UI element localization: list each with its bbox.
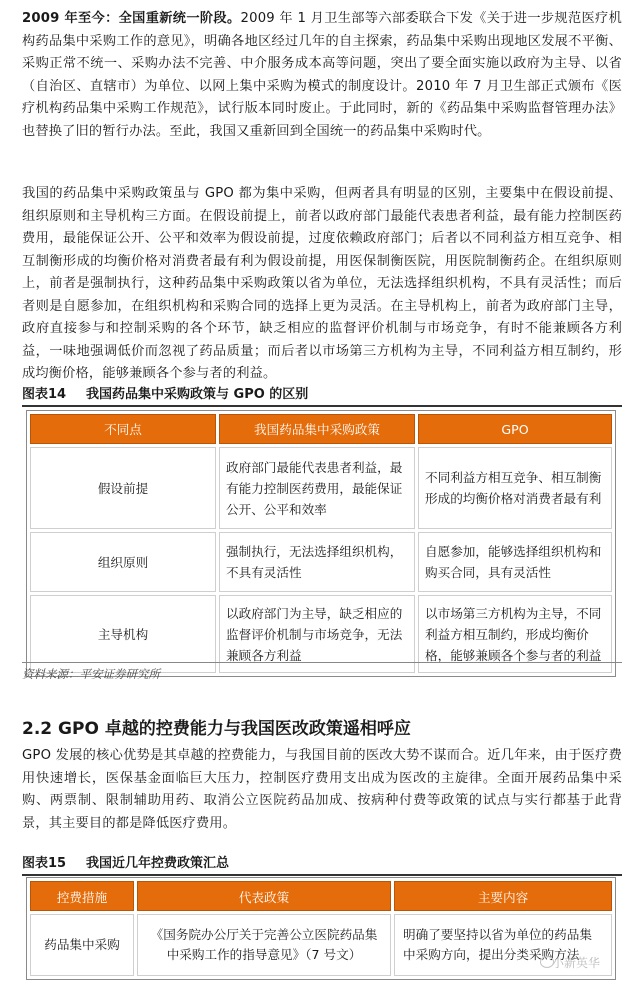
table-header-row xyxy=(30,881,612,911)
table-cell: 《国务院办公厅关于完善公立医院药品集中采购工作的指导意见》（7 号文） xyxy=(137,914,391,976)
table-cell: 以市场第三方机构为主导，不同利益方相互制约，形成均衡价格，能够兼顾各个参与者的利益 xyxy=(418,595,612,673)
table-row xyxy=(30,532,612,592)
paragraph-lead: 2009 年至今：全国重新统一阶段。 xyxy=(22,11,241,26)
table-cell: 药品集中采购 xyxy=(30,914,134,976)
header-cell: 控费措施 xyxy=(30,881,134,911)
figure-number: 图表15 xyxy=(22,856,67,871)
table-row xyxy=(30,447,612,529)
figure-14-title xyxy=(22,383,622,407)
header-cell: 不同点 xyxy=(30,414,216,444)
table-cell: 以政府部门为主导，缺乏相应的监督评价机制与市场竞争，无法兼顾各方利益 xyxy=(219,595,415,673)
figure-caption: 我国药品集中采购政策与 GPO 的区别 xyxy=(86,387,309,402)
figure-14-table xyxy=(26,410,616,677)
section-heading: 2.2 GPO 卓越的控费能力与我国医改政策遥相呼应 xyxy=(22,719,411,739)
table-cell: 主导机构 xyxy=(30,595,216,673)
figure-caption: 我国近几年控费政策汇总 xyxy=(86,856,230,871)
header-cell: 主要内容 xyxy=(394,881,612,911)
intro-paragraph xyxy=(22,8,622,143)
table-cell: 强制执行，无法选择组织机构，不具有灵活性 xyxy=(219,532,415,592)
paragraph-body: 2009 年 1 月卫生部等六部委联合下发《关于进一步规范医疗机构药品集中采购工作的意见》，明确各地区经过几年的自主探索，药品集中采购出现地区发展不平衡、采购正常不统一、采购办法不完善、中介服务成本高等问题，突出了要全面实施以政府为主导、以省（自治区、直辖市）为单位、以网上集中采购为模式的制度设计。2010 年 7 月卫生部正式颁布《医疗机构药品集中采购工作规范》，试行版本同时废止。于此同时，新的《药品集中采购监督管理办法》也替换了旧的暂行办法。至此，我国又重新回到全国统一的药品集中采购时代。 xyxy=(22,11,622,139)
header-cell: 代表政策 xyxy=(137,881,391,911)
table-header-row xyxy=(30,414,612,444)
header-cell: 我国药品集中采购政策 xyxy=(219,414,415,444)
figure-number: 图表14 xyxy=(22,387,67,402)
figure-15-title xyxy=(22,852,622,876)
table-cell: 假设前提 xyxy=(30,447,216,529)
section-paragraph: GPO 发展的核心优势是其卓越的控费能力，与我国目前的医改大势不谋而合。近几年来，由于医疗费用快速增长，医保基金面临巨大压力，控制医疗费用支出成为医改的主旋律。全面开展药品集中采购、两票制、限制辅助用药、取消公立医院药品加成、按病种付费等政策的试点与实行都基于此背景，其主要目的都是降低医疗费用。 xyxy=(22,748,622,831)
table-cell: 组织原则 xyxy=(30,532,216,592)
source-note: 资料来源：平安证券研究所 xyxy=(22,662,622,682)
watermark: 小新英华 xyxy=(552,956,601,970)
table-cell: 明确了要坚持以省为单位的药品集中采购方向，提出分类采购方法 xyxy=(394,914,612,976)
comparison-paragraph: 我国的药品集中采购政策虽与 GPO 都为集中采购，但两者具有明显的区别，主要集中在假设前提、组织原则和主导机构三方面。在假设前提上，前者以政府部门最能代表患者利益，最有能力控制医药费用，最能保证公开、公平和效率为假设前提，过度依赖政府部门；后者以不同利益方相互竞争、相互制衡形成的均衡价格对消费者最有利为假设前提，用医保制衡医院，用医院制衡药企。在组织原则上，前者是强制执行，这种药品集中采购政策以省为单位，无法选择组织机构，不具有灵活性；而后者则是自愿参加，在组织机构和采购合同的选择上更为灵活。在主导机构上，前者为政府部门主导，政府直接参与和控制采购的各个环节，缺乏相应的监督评价机制与市场竞争，有时不能兼顾各方利益，一味地强调低价而忽视了药品质量；而后者以市场第三方机构为主导，不同利益方相互制约，形成均衡价格，能够兼顾各个参与者的利益。 xyxy=(22,186,622,381)
figure-15-table xyxy=(26,877,616,980)
table-cell: 自愿参加，能够选择组织机构和购买合同，具有灵活性 xyxy=(418,532,612,592)
header-cell: GPO xyxy=(418,414,612,444)
table-row xyxy=(30,914,612,976)
table-cell: 不同利益方相互竞争、相互制衡形成的均衡价格对消费者最有利 xyxy=(418,447,612,529)
table-cell: 政府部门最能代表患者利益，最有能力控制医药费用，最能保证公开、公平和效率 xyxy=(219,447,415,529)
